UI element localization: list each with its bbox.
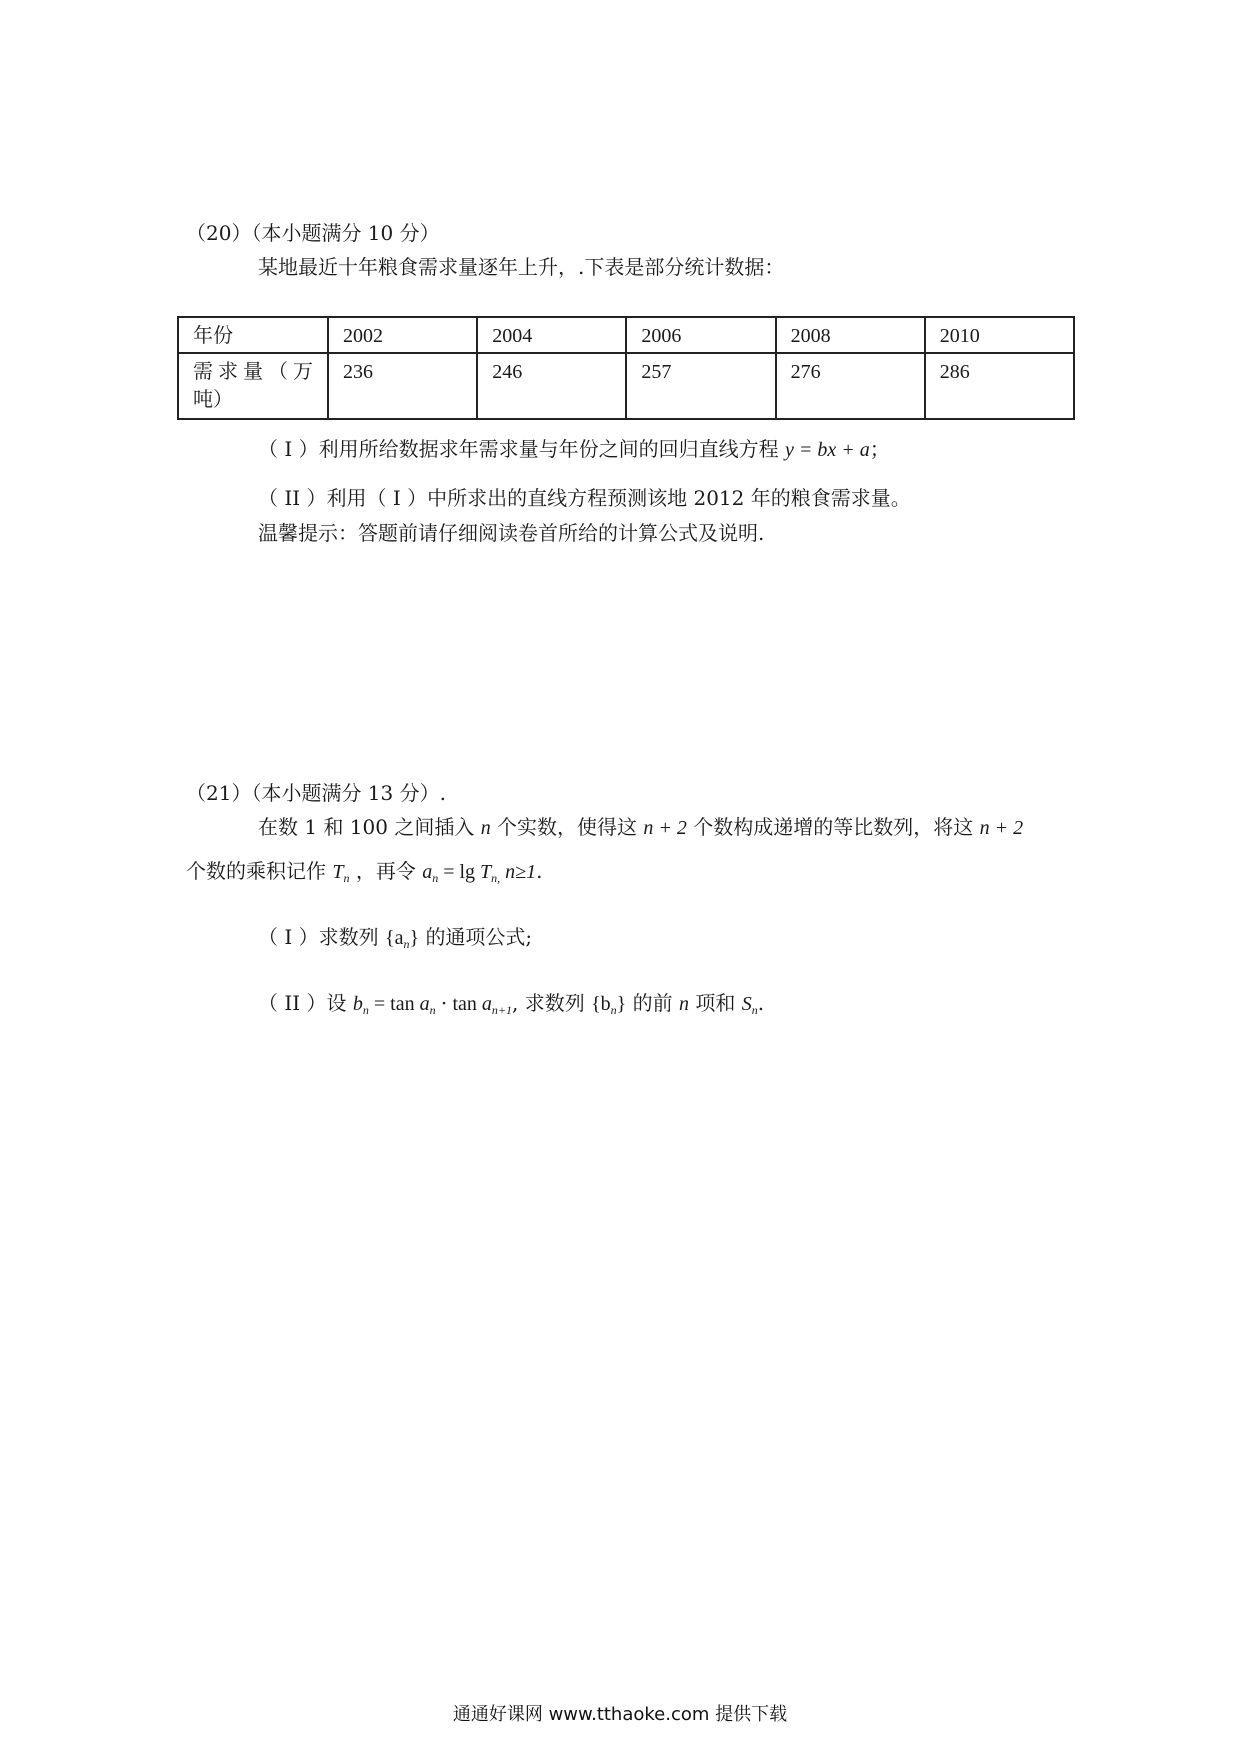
q20-part2: （ II ）利用（ I ）中所求出的直线方程预测该地 2012 年的粮食需求量。	[258, 486, 911, 510]
footer-credit: 通通好课网 www.tthaoke.com 提供下载	[452, 1704, 788, 1725]
q21-line2	[186, 858, 543, 885]
var-n: n	[679, 993, 689, 1015]
table-cell-demand: 257	[626, 353, 775, 419]
set-open: {a	[384, 927, 404, 949]
set-open: {b	[591, 993, 611, 1015]
table-cell-demand: 246	[477, 353, 626, 419]
q21-part2-a: （ II ）设	[258, 991, 347, 1015]
set-a-n	[385, 927, 419, 949]
var-a: a	[481, 993, 492, 1015]
var-T: T	[332, 861, 344, 883]
q21-part1-b: 的通项公式;	[425, 925, 533, 949]
subscript: n	[610, 1003, 617, 1017]
subscript: n	[343, 871, 350, 885]
table-cell-year: 2008	[776, 317, 925, 353]
q21-header: （21）（本小题满分 13 分）.	[186, 781, 446, 805]
demand-label-line1: 需 求 量 （ 万	[193, 361, 313, 383]
equals-lg: = lg	[438, 861, 481, 883]
subscript: n	[403, 937, 410, 951]
set-close: }	[409, 927, 420, 949]
def-a-n	[422, 861, 536, 883]
q21-part2-e: 项和	[695, 991, 736, 1015]
table-cell-year: 2006	[626, 317, 775, 353]
table-cell-demand: 236	[328, 353, 477, 419]
var-a: a	[422, 861, 433, 883]
var-n: n	[480, 817, 491, 839]
table-row-demand	[178, 353, 1074, 419]
demand-label-line2: 吨）	[193, 389, 233, 411]
table-row-years	[178, 317, 1074, 353]
var-S-n	[742, 993, 758, 1015]
statistics-table	[177, 316, 1075, 420]
subscript: n	[751, 1003, 758, 1017]
var-S: S	[741, 993, 752, 1015]
q20-part1	[258, 436, 890, 463]
var-b: b	[352, 993, 363, 1015]
period: .	[536, 859, 543, 883]
q21-part2-d: 的前	[632, 991, 673, 1015]
expr-n-plus-2: n + 2	[643, 817, 687, 839]
q21-part1	[258, 924, 532, 951]
dot-tan: ⋅ tan	[435, 993, 482, 1015]
subscript: n+1	[491, 1003, 512, 1017]
var-T-n	[332, 861, 349, 883]
table-cell-year: 2002	[328, 317, 477, 353]
q21-line2-b: ，再令	[355, 859, 416, 883]
q21-part2-c: , 求数列	[511, 991, 585, 1015]
var-a: a	[419, 993, 430, 1015]
q20-part1-suffix: ；	[869, 437, 890, 461]
subscript: n	[429, 1003, 436, 1017]
q21-line2-a: 个数的乘积记作	[186, 859, 326, 883]
table-header-year: 年份	[178, 317, 328, 353]
q20-part1-text: （ I ）利用所给数据求年需求量与年份之间的回归直线方程	[258, 437, 779, 461]
table-cell-year: 2010	[925, 317, 1074, 353]
q20-hint: 温馨提示：答题前请仔细阅读卷首所给的计算公式及说明.	[258, 521, 765, 545]
q21-line1-c: 个数构成递增的等比数列，将这	[693, 815, 974, 839]
def-b-n	[353, 993, 512, 1015]
regression-formula: y = bx + a	[784, 439, 870, 461]
q21-part2	[258, 990, 764, 1017]
set-close: }	[616, 993, 627, 1015]
table-cell-demand: 276	[776, 353, 925, 419]
period: .	[757, 991, 765, 1015]
table-header-demand	[178, 353, 328, 419]
q20-header: （20）（本小题满分 10 分）	[186, 221, 440, 245]
set-b-n	[591, 993, 626, 1015]
q21-line1-b: 个实数，使得这	[497, 815, 638, 839]
subscript: n	[432, 871, 439, 885]
subscript: n,	[491, 871, 501, 885]
table-cell-demand: 286	[925, 353, 1074, 419]
q20-intro: 某地最近十年粮食需求量逐年上升，.下表是部分统计数据：	[258, 255, 785, 279]
var-T: T	[480, 861, 492, 883]
q21-part1-a: （ I ）求数列	[258, 925, 379, 949]
q21-line1-a: 在数 1 和 100 之间插入	[258, 815, 475, 839]
condition: n≥1	[500, 861, 537, 883]
q21-line1	[258, 814, 1023, 841]
subscript: n	[362, 1003, 369, 1017]
table-cell-year: 2004	[477, 317, 626, 353]
expr-n-plus-2: n + 2	[979, 817, 1024, 839]
equals-tan: = tan	[368, 993, 420, 1015]
